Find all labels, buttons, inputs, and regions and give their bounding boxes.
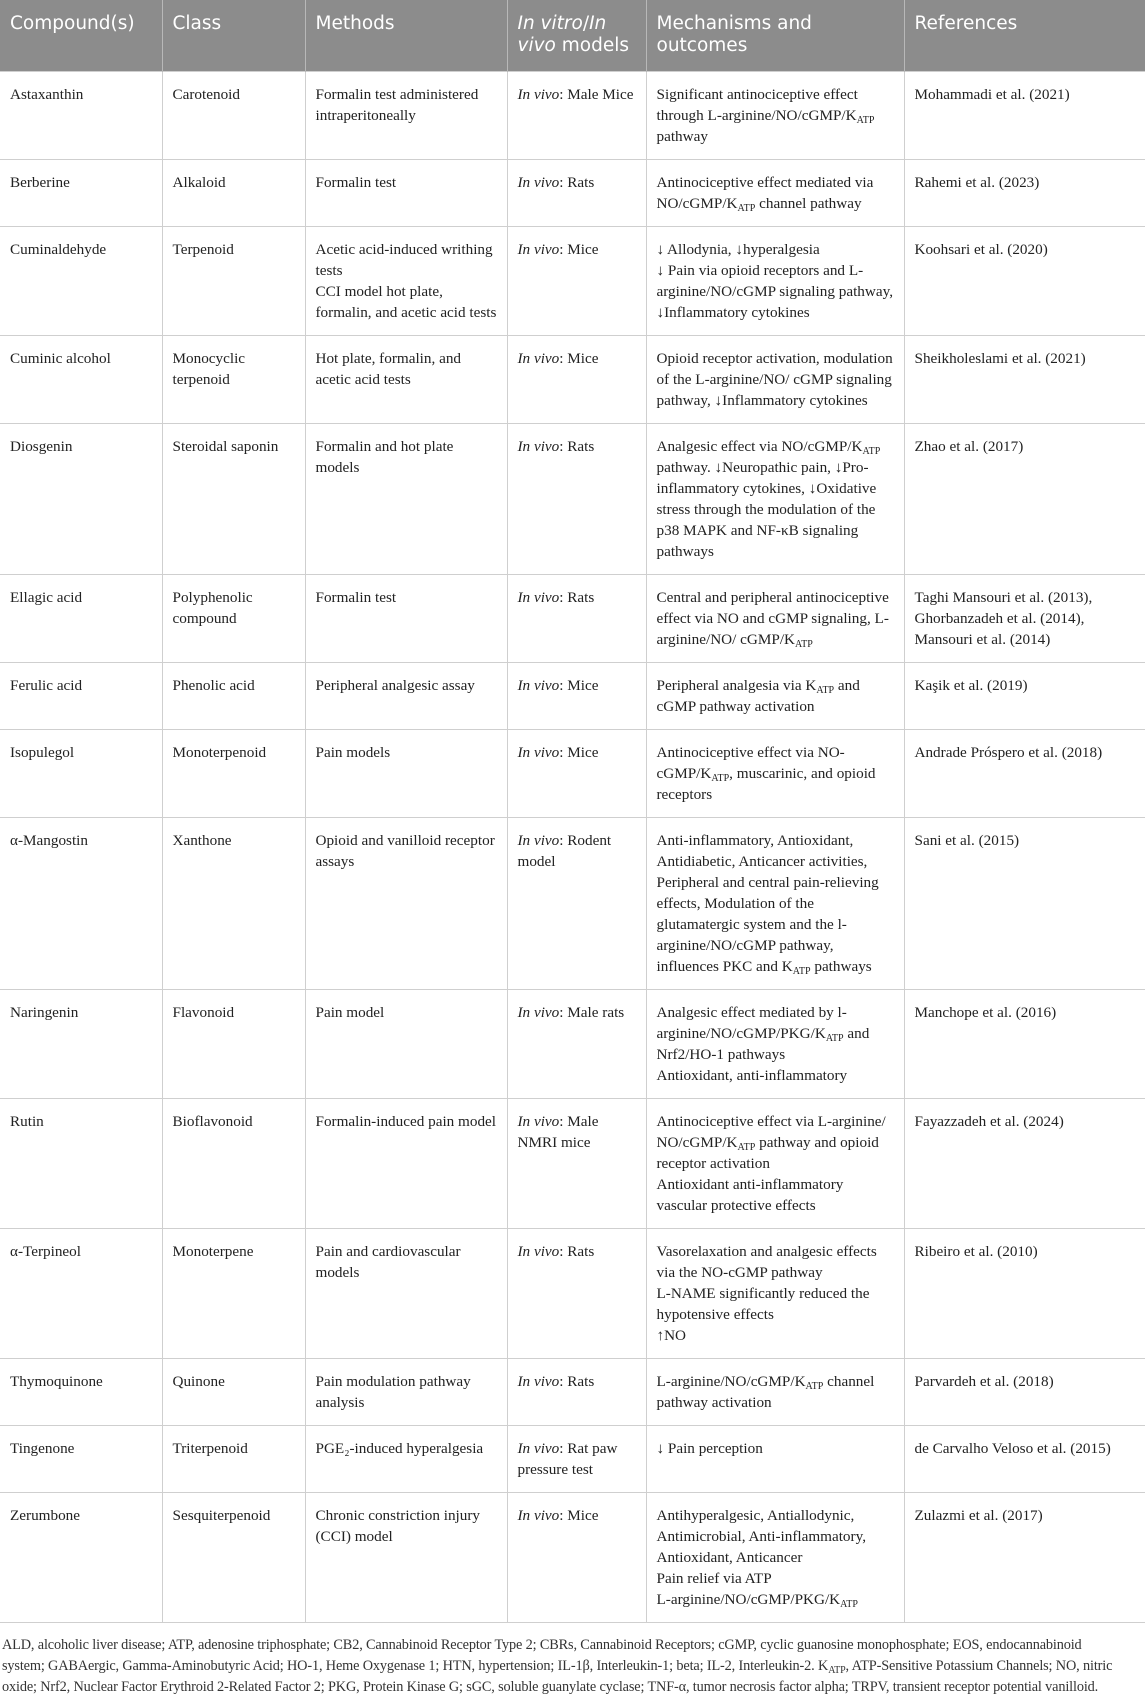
compound-cell: Zerumbone [0, 1493, 162, 1623]
methods-cell: Formalin test administered intraperitoneally [305, 72, 507, 160]
class-cell: Monoterpenoid [162, 730, 305, 818]
class-cell: Carotenoid [162, 72, 305, 160]
column-header-compound: Compound(s) [0, 0, 162, 72]
reference-cell: Manchope et al. (2016) [904, 990, 1145, 1099]
methods-cell: Pain model [305, 990, 507, 1099]
class-cell: Triterpenoid [162, 1426, 305, 1493]
model-cell: In vivo: Rats [507, 424, 646, 575]
compound-cell: α-Terpineol [0, 1229, 162, 1359]
model-cell: In vivo: Mice [507, 1493, 646, 1623]
mechanism-cell: ↓ Allodynia, ↓hyperalgesia ↓ Pain via opioid receptors and L-arginine/NO/cGMP signaling pathway, ↓Inflammatory cytokines [646, 227, 904, 336]
reference-cell: Zulazmi et al. (2017) [904, 1493, 1145, 1623]
class-cell: Sesquiterpenoid [162, 1493, 305, 1623]
compound-cell: Naringenin [0, 990, 162, 1099]
reference-cell: Andrade Próspero et al. (2018) [904, 730, 1145, 818]
compound-cell: Tingenone [0, 1426, 162, 1493]
compound-cell: Cuminaldehyde [0, 227, 162, 336]
compound-cell: Rutin [0, 1099, 162, 1229]
model-cell: In vivo: Rats [507, 1229, 646, 1359]
mechanism-cell: Antinociceptive effect mediated via $NO/cGMP/K_{ATP}$ channel pathway [646, 160, 904, 227]
methods-cell: Opioid and vanilloid receptor assays [305, 818, 507, 990]
class-cell: Bioflavonoid [162, 1099, 305, 1229]
table-row [0, 1426, 1145, 1493]
model-cell: In vivo: Rats [507, 575, 646, 663]
table-row [0, 1359, 1145, 1426]
column-header-models: In vitro/In vivo models [507, 0, 646, 72]
table-row [0, 160, 1145, 227]
compound-cell: Ellagic acid [0, 575, 162, 663]
methods-cell: Acetic acid-induced writhing tests CCI model hot plate, formalin, and acetic acid tests [305, 227, 507, 336]
mechanism-cell: ↓ Pain perception [646, 1426, 904, 1493]
class-cell: Flavonoid [162, 990, 305, 1099]
reference-cell: Ribeiro et al. (2010) [904, 1229, 1145, 1359]
model-cell: In vivo: Mice [507, 336, 646, 424]
compound-cell: Isopulegol [0, 730, 162, 818]
table-row [0, 990, 1145, 1099]
reference-cell: Parvardeh et al. (2018) [904, 1359, 1145, 1426]
reference-cell: Sani et al. (2015) [904, 818, 1145, 990]
reference-cell: Mohammadi et al. (2021) [904, 72, 1145, 160]
column-header-methods: Methods [305, 0, 507, 72]
mechanism-cell: Opioid receptor activation, modulation of the L-arginine/NO/ cGMP signaling pathway, ↓Inflammatory cytokines [646, 336, 904, 424]
methods-cell: Formalin-induced pain model [305, 1099, 507, 1229]
mechanism-cell: Central and peripheral antinociceptive effect via NO and cGMP signaling, L-arginine/NO/ cGMP/$K_{ATP}$ [646, 575, 904, 663]
class-cell: Quinone [162, 1359, 305, 1426]
table-header-row [0, 0, 1145, 72]
mechanism-cell: $L-arginine/NO/cGMP/K_{ATP}$ channel pathway activation [646, 1359, 904, 1426]
mechanism-cell: Anti-inflammatory, Antioxidant, Antidiabetic, Anticancer activities, Peripheral and central pain-relieving effects, Modulation of the glutamatergic system and the l-arginine/NO/cGMP pathway, influences PKC and $K_{ATP}$ pathways [646, 818, 904, 990]
model-cell: In vivo: Rats [507, 1359, 646, 1426]
table-row [0, 227, 1145, 336]
column-header-class: Class [162, 0, 305, 72]
table-row [0, 663, 1145, 730]
methods-cell: Peripheral analgesic assay [305, 663, 507, 730]
compound-cell: Thymoquinone [0, 1359, 162, 1426]
model-cell: In vivo: Rodent model [507, 818, 646, 990]
table-row [0, 575, 1145, 663]
mechanism-cell: Analgesic effect mediated by $l-arginine/NO/cGMP/PKG/K_{ATP}$ and Nrf2/HO-1 pathways Antioxidant, anti-inflammatory [646, 990, 904, 1099]
mechanism-cell: Antinociceptive effect via $NO-cGMP/K_{ATP}$, muscarinic, and opioid receptors [646, 730, 904, 818]
methods-cell: Formalin test [305, 575, 507, 663]
column-header-mechanisms: Mechanisms and outcomes [646, 0, 904, 72]
model-cell: In vivo: Rats [507, 160, 646, 227]
column-header-references: References [904, 0, 1145, 72]
mechanism-cell: Peripheral analgesia via $K_{ATP}$ and cGMP pathway activation [646, 663, 904, 730]
reference-cell: Zhao et al. (2017) [904, 424, 1145, 575]
model-cell: In vivo: Male rats [507, 990, 646, 1099]
reference-cell: Kaşik et al. (2019) [904, 663, 1145, 730]
methods-cell: PGE₂-induced hyperalgesia [305, 1426, 507, 1493]
compound-cell: Ferulic acid [0, 663, 162, 730]
mechanism-cell: Vasorelaxation and analgesic effects via the NO-cGMP pathway L-NAME significantly reduced the hypotensive effects ↑NO [646, 1229, 904, 1359]
table-row [0, 818, 1145, 990]
class-cell: Phenolic acid [162, 663, 305, 730]
mechanism-cell: Significant antinociceptive effect through $L-arginine/NO/cGMP/K_{ATP}$ pathway [646, 72, 904, 160]
model-cell: In vivo: Male NMRI mice [507, 1099, 646, 1229]
model-cell: In vivo: Male Mice [507, 72, 646, 160]
compound-cell: Astaxanthin [0, 72, 162, 160]
methods-cell: Pain and cardiovascular models [305, 1229, 507, 1359]
class-cell: Monoterpene [162, 1229, 305, 1359]
compound-cell: Diosgenin [0, 424, 162, 575]
reference-cell: de Carvalho Veloso et al. (2015) [904, 1426, 1145, 1493]
table-row [0, 1229, 1145, 1359]
methods-cell: Hot plate, formalin, and acetic acid tests [305, 336, 507, 424]
mechanism-cell: Antinociceptive effect via L-arginine/ $NO/cGMP/K_{ATP}$ pathway and opioid receptor activation Antioxidant anti-inflammatory vascular protective effects [646, 1099, 904, 1229]
table-row [0, 1099, 1145, 1229]
compound-cell: Berberine [0, 160, 162, 227]
mechanism-cell: Analgesic effect via $NO/cGMP/K_{ATP}$ pathway. ↓Neuropathic pain, ↓Pro-inflammatory cytokines, ↓Oxidative stress through the modulation of the p38 MAPK and NF-κB signaling pathways [646, 424, 904, 575]
class-cell: Monocyclic terpenoid [162, 336, 305, 424]
model-cell: In vivo: Mice [507, 663, 646, 730]
model-cell: In vivo: Mice [507, 227, 646, 336]
table-row [0, 1493, 1145, 1623]
reference-cell: Rahemi et al. (2023) [904, 160, 1145, 227]
compound-cell: α-Mangostin [0, 818, 162, 990]
class-cell: Polyphenolic compound [162, 575, 305, 663]
compound-cell: Cuminic alcohol [0, 336, 162, 424]
model-cell: In vivo: Rat paw pressure test [507, 1426, 646, 1493]
class-cell: Steroidal saponin [162, 424, 305, 575]
table-row [0, 336, 1145, 424]
methods-cell: Formalin and hot plate models [305, 424, 507, 575]
methods-cell: Formalin test [305, 160, 507, 227]
table-row [0, 72, 1145, 160]
methods-cell: Pain models [305, 730, 507, 818]
reference-cell: Sheikholeslami et al. (2021) [904, 336, 1145, 424]
table-row [0, 424, 1145, 575]
class-cell: Alkaloid [162, 160, 305, 227]
reference-cell: Fayazzadeh et al. (2024) [904, 1099, 1145, 1229]
methods-cell: Pain modulation pathway analysis [305, 1359, 507, 1426]
table-row [0, 730, 1145, 818]
table-footnote: ALD, alcoholic liver disease; ATP, adenosine triphosphate; CB2, Cannabinoid Receptor Type 2; CBRs, Cannabinoid Receptors; cGMP, cyclic guanosine monophosphate; EOS, endocannabinoid system; GABAergic, Gamma-Aminobutyric Acid; HO-1, Heme Oxygenase 1; HTN, hypertension; IL-1β, Interleukin-1; beta; IL-2, Interleukin-2. $K_{ATP}$, ATP-Sensitive Potassium Channels; NO, nitric oxide; Nrf2, Nuclear Factor Erythroid 2-Related Factor 2; PKG, Protein Kinase G; sGC, soluble guanylate cyclase; TNF-α, tumor necrosis factor alpha; TRPV, transient receptor potential vanilloid. [2, 1637, 1113, 1695]
reference-cell: Koohsari et al. (2020) [904, 227, 1145, 336]
model-cell: In vivo: Mice [507, 730, 646, 818]
reference-cell: Taghi Mansouri et al. (2013), Ghorbanzadeh et al. (2014), Mansouri et al. (2014) [904, 575, 1145, 663]
class-cell: Terpenoid [162, 227, 305, 336]
mechanism-cell: Antihyperalgesic, Antiallodynic, Antimicrobial, Anti-inflammatory, Antioxidant, Anticancer Pain relief via ATP $L-arginine/NO/cGMP/PKG/K_{ATP}$ [646, 1493, 904, 1623]
class-cell: Xanthone [162, 818, 305, 990]
methods-cell: Chronic constriction injury (CCI) model [305, 1493, 507, 1623]
